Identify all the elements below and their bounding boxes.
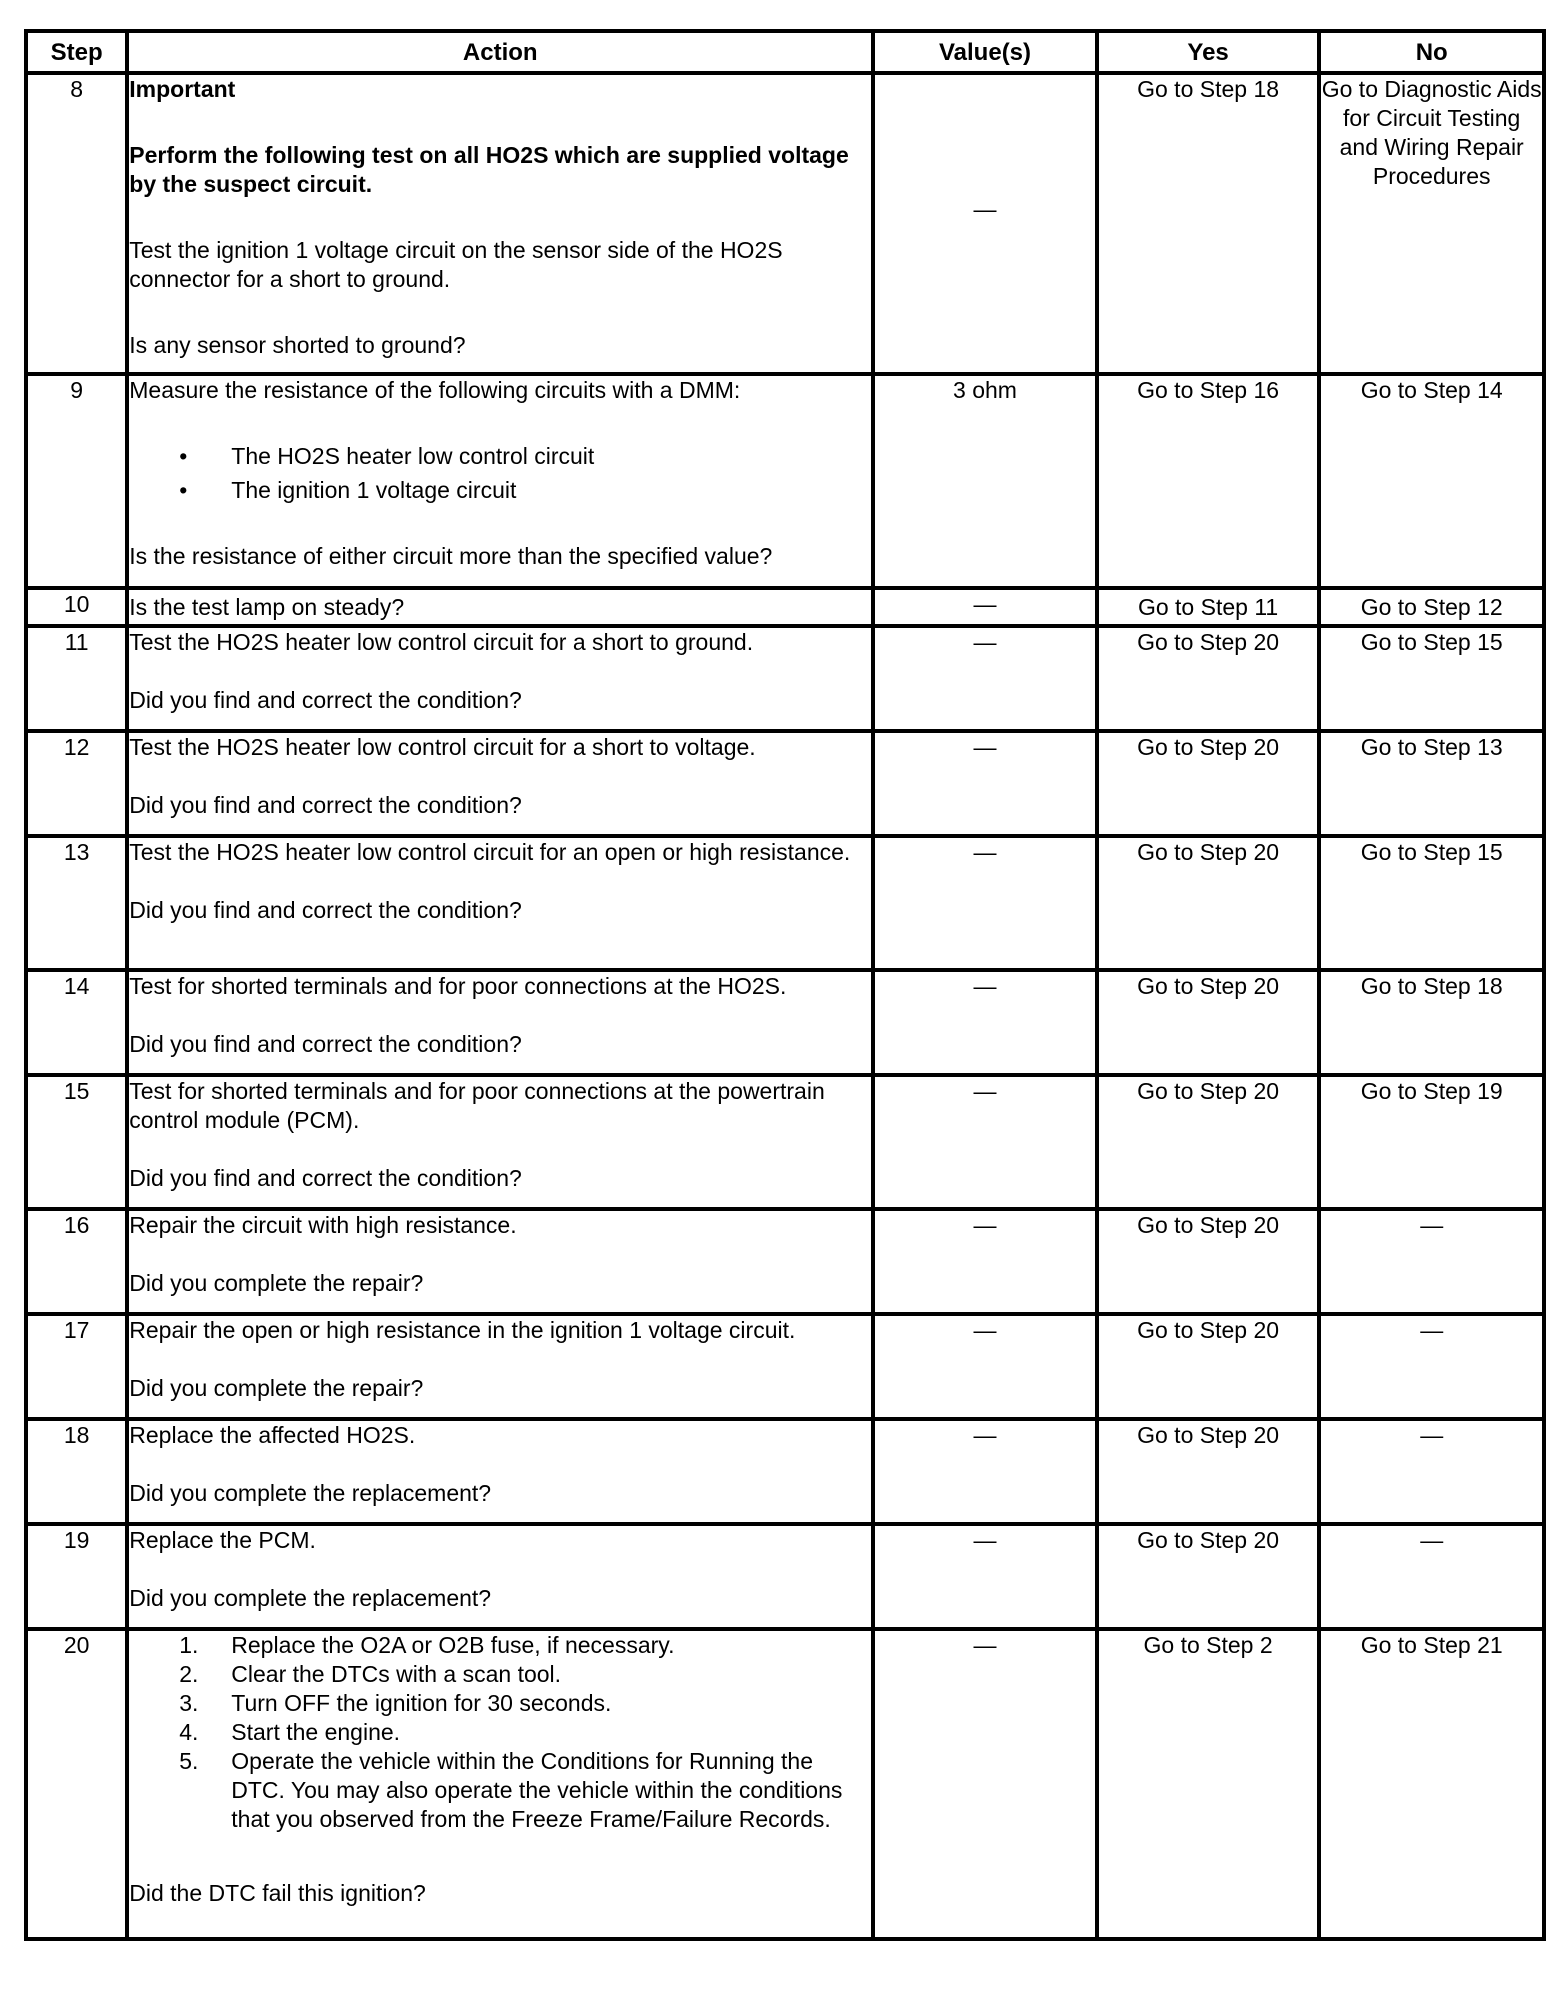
no-cell: Go to Step 13 [1319,731,1544,836]
action-cell [127,970,873,1075]
value-cell: — [873,626,1097,731]
no-cell: Go to Step 15 [1319,836,1544,970]
header-values: Value(s) [873,31,1097,73]
action-cell [127,73,873,374]
step-number: 19 [26,1524,127,1629]
action-question: Did you find and correct the condition? [129,1165,522,1191]
no-cell: — [1319,1209,1544,1314]
header-step: Step [26,31,127,73]
action-instruction: Test the ignition 1 voltage circuit on the sensor side of the HO2S connector for a short to ground. [129,237,783,292]
value-cell: — [873,1629,1097,1939]
table-row-step-18 [26,1419,1544,1524]
table-row-step-19 [26,1524,1544,1629]
no-cell: Go to Step 14 [1319,374,1544,588]
value-cell: — [873,836,1097,970]
action-question: Is the test lamp on steady? [127,588,873,626]
step-number: 8 [26,73,127,374]
action-cell [127,1629,873,1939]
list-text: Turn OFF the ignition for 30 seconds. [231,1690,612,1716]
list-item [129,1718,871,1747]
value-cell: — [873,1314,1097,1419]
yes-cell: Go to Step 16 [1097,374,1320,588]
action-cell [127,1419,873,1524]
action-cell [127,1314,873,1419]
action-instruction: Test the HO2S heater low control circuit for a short to ground. [129,629,754,655]
value-cell: — [873,1419,1097,1524]
yes-cell: Go to Step 20 [1097,1419,1320,1524]
table-row-step-16 [26,1209,1544,1314]
action-question: Is any sensor shorted to ground? [129,332,466,358]
list-number: 3. [179,1690,199,1716]
no-cell: — [1319,1524,1544,1629]
action-cell [127,1524,873,1629]
value-cell: — [873,970,1097,1075]
step-number: 9 [26,374,127,588]
value-cell: — [873,1075,1097,1209]
no-cell: Go to Step 18 [1319,970,1544,1075]
list-item [129,1660,871,1689]
step-number: 17 [26,1314,127,1419]
action-cell [127,1075,873,1209]
no-cell: — [1319,1314,1544,1419]
action-instruction: Repair the circuit with high resistance. [129,1212,517,1238]
header-action: Action [127,31,873,73]
important-label: Important [129,76,236,102]
no-cell: Go to Diagnostic Aids for Circuit Testing and Wiring Repair Procedures [1319,73,1544,374]
table-row-step-11 [26,626,1544,731]
table-row-step-15 [26,1075,1544,1209]
yes-cell: Go to Step 20 [1097,1314,1320,1419]
yes-cell: Go to Step 18 [1097,73,1320,374]
step-number: 14 [26,970,127,1075]
step-number: 16 [26,1209,127,1314]
action-question: Did you complete the replacement? [129,1585,492,1611]
table-row-step-10 [26,588,1544,626]
action-instruction: Test for shorted terminals and for poor connections at the HO2S. [129,973,787,999]
header-row [26,31,1544,73]
step-number: 13 [26,836,127,970]
list-text: Replace the O2A or O2B fuse, if necessary. [231,1632,675,1658]
step-number: 11 [26,626,127,731]
action-question: Is the resistance of either circuit more than the specified value? [129,543,773,569]
action-instruction: Repair the open or high resistance in the ignition 1 voltage circuit. [129,1317,796,1343]
action-question: Did you complete the replacement? [129,1480,492,1506]
yes-cell: Go to Step 20 [1097,1524,1320,1629]
no-cell: Go to Step 15 [1319,626,1544,731]
action-question: Did you complete the repair? [129,1270,424,1296]
yes-cell: Go to Step 20 [1097,731,1320,836]
list-number: 2. [179,1661,199,1687]
diagnostic-table [24,29,1546,1941]
table-row-step-17 [26,1314,1544,1419]
action-instruction: Test the HO2S heater low control circuit for an open or high resistance. [129,839,851,865]
list-item [129,1631,871,1660]
step-number: 12 [26,731,127,836]
action-question: Did you complete the repair? [129,1375,424,1401]
action-question: Did you find and correct the condition? [129,687,522,713]
list-number: 4. [179,1719,199,1745]
step-number: 18 [26,1419,127,1524]
list-number: 1. [179,1632,199,1658]
value-cell: — [873,1524,1097,1629]
list-item: • The HO2S heater low control circuit [129,442,871,471]
no-cell: Go to Step 21 [1319,1629,1544,1939]
action-question: Did you find and correct the condition? [129,1031,522,1057]
table-row-step-14 [26,970,1544,1075]
yes-cell: Go to Step 20 [1097,970,1320,1075]
yes-cell: Go to Step 20 [1097,1075,1320,1209]
action-question: Did the DTC fail this ignition? [129,1880,426,1906]
circuit-list [129,442,871,505]
value-cell: — [873,1209,1097,1314]
no-cell: Go to Step 12 [1319,588,1544,626]
value-cell: 3 ohm [873,374,1097,588]
list-item [129,1689,871,1718]
action-intro: Measure the resistance of the following circuits with a DMM: [129,377,741,403]
yes-cell: Go to Step 20 [1097,836,1320,970]
yes-cell: Go to Step 2 [1097,1629,1320,1939]
value-cell: — [873,73,1097,374]
action-cell [127,836,873,970]
list-item [129,1747,871,1834]
yes-cell: Go to Step 20 [1097,1209,1320,1314]
yes-cell: Go to Step 20 [1097,626,1320,731]
action-cell [127,1209,873,1314]
header-no: No [1319,31,1544,73]
table-row-step-20 [26,1629,1544,1939]
action-cell [127,374,873,588]
no-cell: Go to Step 19 [1319,1075,1544,1209]
action-cell [127,731,873,836]
yes-cell: Go to Step 11 [1097,588,1320,626]
table-row-step-12 [26,731,1544,836]
step-number: 15 [26,1075,127,1209]
step-number: 20 [26,1629,127,1939]
action-instruction: Replace the PCM. [129,1527,316,1553]
procedure-list [129,1631,871,1834]
list-text: Operate the vehicle within the Conditions for Running the DTC. You may also operate the vehicle within the conditions that you observed from the Freeze Frame/Failure Records. [231,1748,843,1832]
list-text: Clear the DTCs with a scan tool. [231,1661,562,1687]
list-number: 5. [179,1748,199,1774]
action-question: Did you find and correct the condition? [129,792,522,818]
action-instruction: Replace the affected HO2S. [129,1422,416,1448]
list-text: Start the engine. [231,1719,401,1745]
list-item: • The ignition 1 voltage circuit [129,476,871,505]
action-question: Did you find and correct the condition? [129,897,522,923]
table-row-step-9 [26,374,1544,588]
action-instruction: Test for shorted terminals and for poor connections at the powertrain control module (PCM). [129,1078,825,1133]
step-number: 10 [26,588,127,626]
action-instruction: Test the HO2S heater low control circuit for a short to voltage. [129,734,756,760]
important-note: Perform the following test on all HO2S which are supplied voltage by the suspect circuit. [129,142,849,197]
no-cell: — [1319,1419,1544,1524]
action-cell [127,626,873,731]
header-yes: Yes [1097,31,1320,73]
value-cell: — [873,731,1097,836]
table-row-step-13 [26,836,1544,970]
value-cell: — [873,588,1097,626]
table-row-step-8 [26,73,1544,374]
